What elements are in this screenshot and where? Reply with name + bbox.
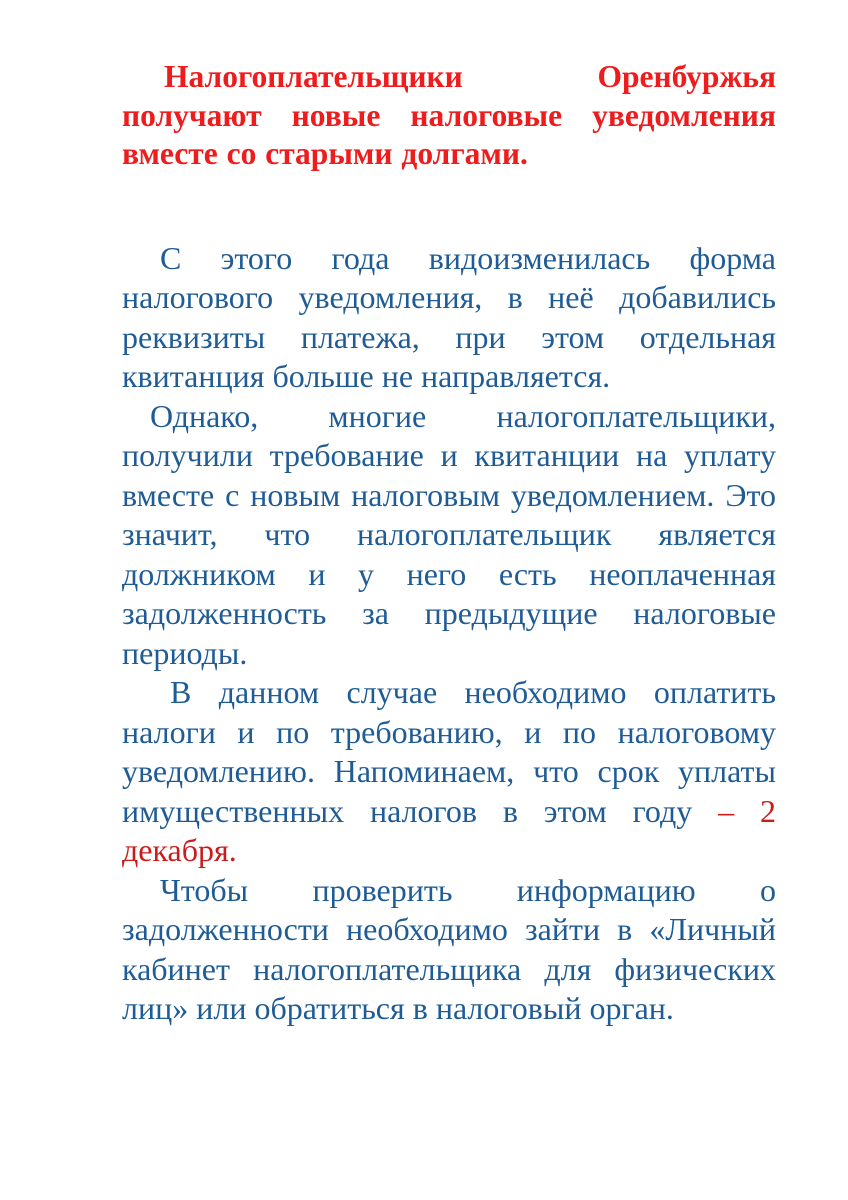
paragraph-payment-text: В данном случае необходимо оплатить налоги и по требованию, и по налоговому уведомлению. Напоминаем, что срок уплаты имущественных налогов в этом году	[122, 674, 776, 829]
deadline-date: – 2 декабря.	[122, 792, 777, 868]
paragraph-payment-deadline	[122, 673, 776, 871]
document-body	[122, 239, 776, 1029]
document-content	[122, 58, 776, 1029]
document-title: Налогоплательщики Оренбуржья получают новые налоговые уведомления вместе со старыми долгами.	[122, 59, 776, 171]
paragraph-debt-requirement: Однако, многие налогоплательщики, получили требование и квитанции на уплату вместе с новым налоговым уведомлением. Это значит, что налогоплательщик является должником и у него есть неоплаченная задолженность за предыдущие налоговые периоды.	[122, 397, 776, 671]
paragraph-notice-form: С этого года видоизменилась форма налогового уведомления, в неё добавились реквизиты платежа, при этом отдельная квитанция больше не направляется.	[122, 239, 776, 394]
paragraph-check-info: Чтобы проверить информацию о задолженности необходимо зайти в «Личный кабинет налогоплательщика для физических лиц» или обратиться в налоговый орган.	[122, 871, 776, 1026]
